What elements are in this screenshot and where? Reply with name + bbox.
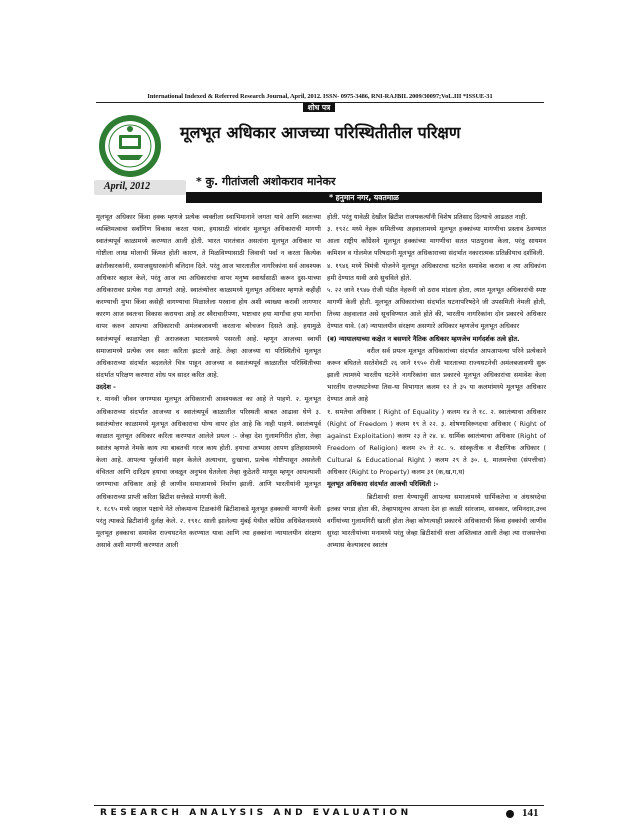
- page-number: 141: [522, 807, 539, 819]
- rights-list: १. समतेचा अधिकार ( Right of Equality ) कलम १४ ते १८. २. स्वातंत्र्याचा अधिकार (Right of Freedom ) कलम १९ ते २२. ३. शोषणाविरूध्दचा अधिकार ( Right of against Exploitation) कलम २३ ते २४. ४. धार्मिक स्वातंत्र्याचा अधिकार (Right of Freedom of Religion) कलम २५ ते २८. ५. सांस्कृतीक व शैक्षणिक अधिकार ( Cultural & Educational Right ) कलम २९ ते ३०. ६. मालमत्तेचा (संपत्तीचा) अधिकार (Right to Property) कलम ३१ (क,ख,ग,घ): [327, 407, 546, 477]
- date-label: April, 2012: [104, 181, 151, 192]
- right-column: [327, 211, 546, 757]
- right-paragraph-3: ४. १९४६ मध्ये त्रिमंत्री योजनेने मूलभूत अधिकाराचा घटनेत समावेश करावा व त्या अधिकांना हमी देण्यात यावी असे सुचविले होते.: [327, 261, 546, 282]
- page-footer: [94, 805, 544, 821]
- left-column: [96, 211, 321, 757]
- journal-seal-logo: [97, 113, 163, 179]
- footer-bullet-icon: [506, 810, 514, 818]
- present-situation-paragraph: ब्रिटीशाची सत्ता येण्यापूर्वी आपल्या समाजामध्ये धार्मिकतेचा व अंधश्रध्देचा इतका पगडा होता की, तेव्हापासूनच आपला देश हा काळी सांरजाम, सावकार, जमिनदार,उच्च वर्गीयांच्या गुलामगिरी खाली होता तेव्हा कोणत्याही प्रकारचे अधिकाराची किंवा हक्कांची जाणीव सुध्दा भारतीयांच्या मनामध्ये परंतु जेव्हा ब्रिटीशांची सत्ता अस्तित्वात आली तेव्हा त्या राजसत्तेचा अभ्यास केल्यावरच स्वातंत्र: [327, 492, 546, 550]
- history-paragraph: १. १८९५ मध्ये जहाल पक्षाचे नेते लोकमान्य टिळकांनी ब्रिटीशाकडे मूलभूत हक्काची मागणी केली परंतु त्याकडे ब्रिटीशांनी दुर्लक्ष केले. २. १९१८ साली झालेल्या मुंबई येथील कॉंग्रेस अधिवेशनामध्ये मूलभूत हक्काचा समावेश राज्यघटनेत करण्यात यावा आणि त्या हक्कांना न्यायालयीन संरक्षण असावे अशी मागणी करण्यात आली: [96, 504, 321, 550]
- paper-title: मूलभूत अधिकार आजच्या परिस्थितीतील परिक्षण: [180, 123, 461, 142]
- date-band: [94, 180, 186, 195]
- right-paragraph-2: ३. १९२८ मध्ये नेहरू समितीच्या अहवालामध्ये मूलभूत हक्कांच्या मागणीचा प्रस्ताव ठेवण्यात आला राष्ट्रीय कॉंग्रेसने मूलभूत हक्कांच्या मागणीचा सतत पाठपुरावा केला, परंतु सायमन कमिशन व गोलमेज परिषदानी मूलभूत अधिकाराच्या संदर्भात नकारात्मक प्रतिक्रीयाच दर्शविली.: [327, 225, 546, 258]
- section-tag: [0, 103, 638, 113]
- constitution-paragraph: वरील सर्व प्रयत्न मूलभूत अधिकारांच्या संदर्भात आपआपल्या परिने प्रत्येकाने करून बघितले सरतेशेवटी २६ जाने १९५० रोजी भारताच्या राज्यघटनेची अमंलबजावणी सुरू झाली त्यामध्ये भारतीय घटनेने नागरिकांना सात प्रकारचे मूलभूत अधिकारांचा समावेश केला भारतीय राज्यघटनेच्या तिस-या विभागात कलम १२ ते ३५ या कलमांमध्ये मूलभूत अधिकार देण्यात आले आहे: [327, 346, 546, 404]
- objectives-paragraph: १. मानवी जीवन जगण्यास मूलभूत अधिकाराची आवश्यकता का आहे ते पाहणे. २. मूलभूत अधिकाराच्या संदर्भात आजच्या व स्वातंत्र्यपूर्व काळातील परिस्थती बाबत आढावा घेणे ३. स्वातंत्र्योत्तर काळामध्ये मूलभूत अधिकाराचा योग्य वापर होत आहे कि नाही पाहणे. स्वातंत्र्यपूर्व काळात मूलभूत अधिकार करिता करण्यात आलेले प्रयत्न :- जेव्हा देश गुलामगिरीत होता, तेव्हा स्वातंत्र म्हणजे नेमके काय त्या बाबतची गरज काय होती. हयाचा अभ्यास आपण इतिहासामध्ये केला आहे. आपल्या पूर्वजांनी सहन केलेले अत्याचार, दुःखाचा, प्रत्येक गोष्टीपासून असलेली वंचितता आणि दारिद्रय हयाचा जवळून अनुभव घेतलेला तेव्हा कुठेतरी माणूस म्हणून आपल्याशी जगण्याचा अधिकार आहे ही जाणीव समाजामध्ये निर्माण झाली. आणि भारतीयांनी मूलभूत अधिकाराच्या प्राप्ती करिता ब्रिटीश सत्तेकडे मागणी केली.: [96, 395, 321, 501]
- present-situation-heading: मूलभूत अधिकारा संदर्भात आजची परिस्थिती :-: [327, 480, 439, 489]
- author-affiliation: * हनुमान नगर, यवतमाळ: [186, 192, 542, 203]
- right-paragraph-1: होती. परंतु यावेळी देखील ब्रिटीश राजयकर्त्यांनी विशेष प्रतिसाद दिल्याचे आढळत नाही.: [327, 213, 528, 221]
- objectives-heading: उददेश -: [96, 383, 116, 392]
- right-paragraph-4: ५. २२ जाने १९४७ रोजी पंडीत नेहरुनी जो ठराव मांडला होता, त्यात मूलभूत अधिकारांची स्पष्ट मागणी केली होती. मूलभूत अधिकारांच्या संदर्भात घटनापरिषदेने जी उपसमिती नेमली होती, तिच्या अहवालात असे सूचविण्यात आले होते की, भारतीय नागरिकांना दोन प्रकारचे अधिकार देण्यात यावे. (अ) न्यायालयीन संरक्षण असणारे अधिकार म्हणजेच मूलभूत अधिकार: [327, 285, 546, 331]
- directive-principles-heading: (ब) न्यायालयाच्या कक्षेत न बसणारे नैतिक अधिकार म्हणजेच मार्गदर्शक तत्वे होत.: [327, 334, 520, 343]
- section-tag-label: शोध पत्र: [303, 103, 336, 112]
- intro-paragraph: मूलभूत अधिकार किंवा हक्क म्हणजे प्रत्येक व्यक्तीला स्वाभिमानाने जगता यावे आणि स्वतःच्या व्यक्तिमत्वाचा सर्वांगिण विकास करता यावा, हयासाठी वांरवांर मूलभूत अधिकाराची मागणी स्वातंत्र्यपूर्व काळामध्ये करण्यात आली होती. भारत पारतंत्रात असतांना मूलभूत अधिकार या गोष्टीला लाख मोलाची किंमत होती कारण, ते मिळविण्यासाठी जिवाची पर्वा न करता कित्येक क्रांतीकारकांनी, समाजसुधारकांनी बलिदान दिले. परंतु आज भारतातील नागरिकांना सर्व आवश्यक अधिकार बहाल केले, परंतु आज त्या अधिकारांचा वापर मनुष्य स्वार्थासाठी करून दुस-याच्या अधिकारावर प्रत्येक गदा आणतो आहे. स्वातंत्र्योत्तर काळामध्ये मूलभूत अधिकार म्हणजे कहीही करण्याची मुभा किंवा कसेही वागण्याचा मिळालेला परवाना होय अशी व्याख्या करावी लागणार कारण आज स्वतःचा विकास करायचा आहे तर स्वैराचारीपणा, भष्टाचार हया मार्गांचा हया मार्गांचा वापर करुन आपल्या अधिकाराची अमंलबजावणी करताना बरेचजन दिसते आहे. हयामुळे स्वातंत्र्यपूर्व काळापेक्षा ही अराजकता भारतामध्ये पसरली आहे. म्हणून आजच्या स्वार्थी समाजामध्ये प्रत्येक जन स्वतः करिता झटतो आहे. तेव्हा आजच्या या परिस्थितीचे मूलभूत अधिकाराच्या संदर्भात बदललेले चित्र पाहून आजच्या व स्वातंत्र्यपूर्व काळातील परिस्थितीच्या संदर्भात परिक्षण करणारा शोध पत्र सादर करित आहे.: [96, 213, 321, 380]
- author-name: * कु. गीतांजली अशोकराव मानेकर: [196, 175, 336, 188]
- footer-journal-name: RESEARCH ANALYSIS AND EVALUATION: [100, 808, 412, 818]
- journal-header: International Indexed & Referred Research Journal, April, 2012. ISSN- 0975-3486, RNI-RAJBIL 2009/30097;VoL.III *ISSUE-31: [147, 93, 493, 100]
